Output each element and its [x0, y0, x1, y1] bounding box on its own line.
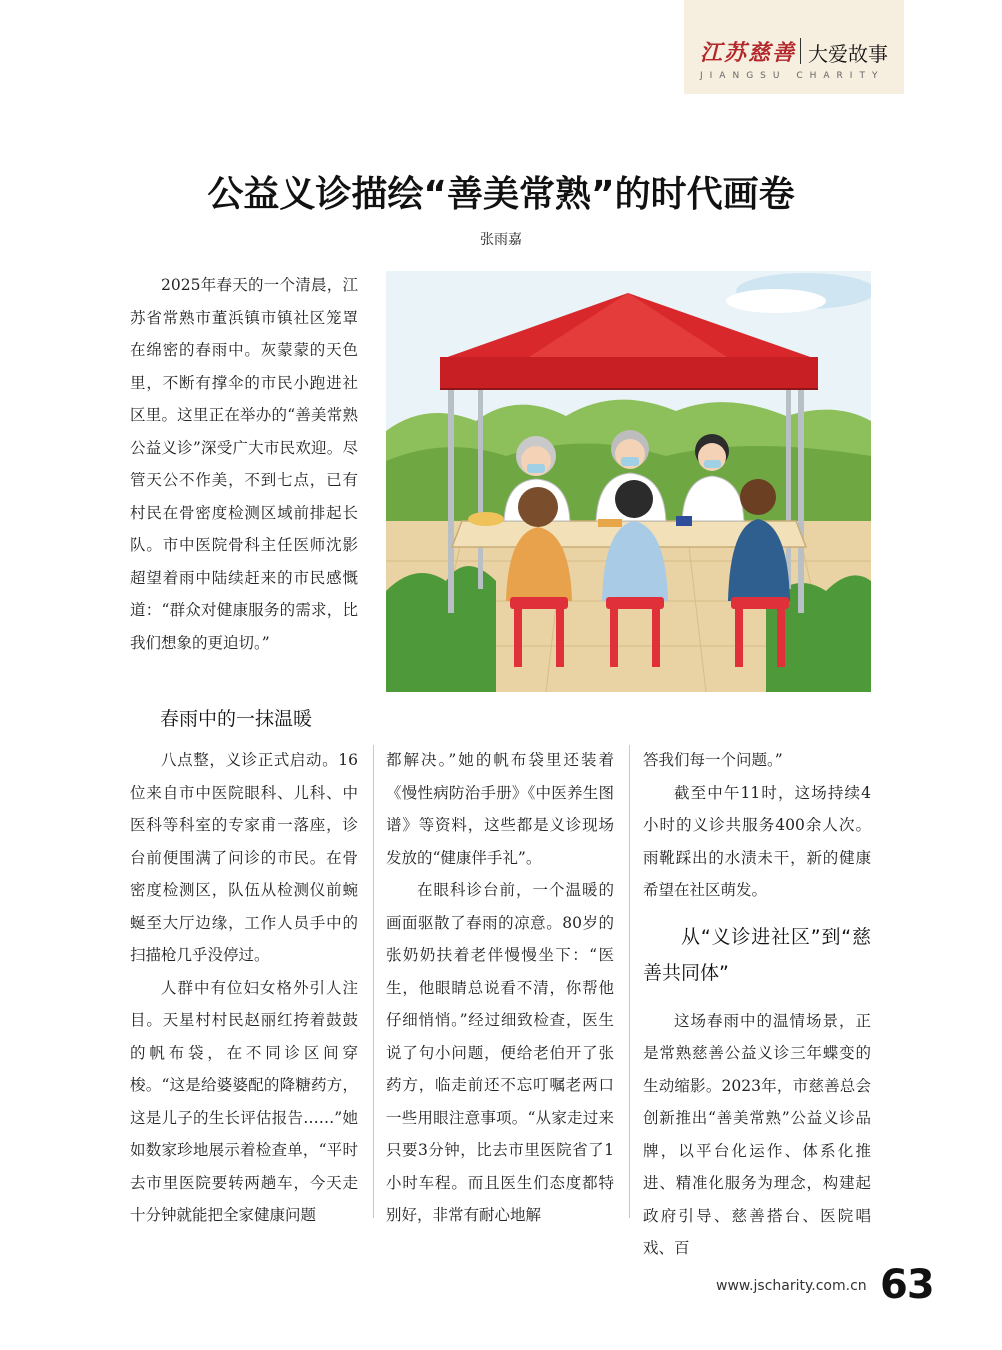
column-3 [643, 744, 871, 1265]
paragraph: 截至中午11时，这场持续4小时的义诊共服务400余人次。雨靴踩出的水渍未干，新的健康希望在社区萌发。 [643, 783, 871, 899]
column-divider [629, 745, 630, 1218]
article-title: 公益义诊描绘“善美常熟”的时代画卷 [207, 174, 795, 215]
column-2 [386, 744, 614, 1232]
intro-paragraph-block [130, 269, 358, 659]
paragraph-continued: 都解决。”她的帆布袋里还装着《慢性病防治手册》《中医养生图谱》等资料，这些都是义诊现场发放的“健康伴手礼”。 [386, 751, 614, 867]
paragraph: 人群中有位妇女格外引人注目。天星村村民赵丽红挎着鼓鼓的帆布袋，在不同诊区间穿梭。“这是给婆婆配的降糖药方，这是儿子的生长评估报告……”她如数家珍地展示着检查单，“平时去市里医院要转两趟车，今天走十分钟就能把全家健康问题 [130, 978, 358, 1224]
subheading-spring-rain: 春雨中的一抹温暖 [160, 708, 313, 730]
header-divider [800, 38, 801, 64]
page-number: 63 [880, 1262, 934, 1308]
paragraph: 八点整，义诊正式启动。16位来自市中医院眼科、儿科、中医科等科室的专家甫一落座，诊台前便围满了问诊的市民。在骨密度检测区，队伍从检测仪前蜿蜒至大厅边缘，工作人员手中的扫描枪几乎没停过。 [130, 751, 358, 964]
clinic-illustration [386, 271, 871, 692]
paragraph-continued: 答我们每一个问题。” [643, 751, 783, 769]
brand-english: JIANGSU CHARITY [700, 71, 885, 81]
paragraph: 在眼科诊台前，一个温暖的画面驱散了春雨的凉意。80岁的张奶奶扶着老伴慢慢坐下：“医生，他眼睛总说看不清，你帮他仔细悄悄。”经过细致检查，医生说了句小问题，便给老伯开了张药方，临走前还不忘叮嘱老两口一些用眼注意事项。“从家走过来只要3分钟，比去市里医院省了1小时车程。而且医生们态度都特别好，非常有耐心地解 [386, 881, 614, 1224]
brand-logo-text: 江苏慈善 [700, 40, 797, 66]
article-author: 张雨嘉 [480, 232, 522, 248]
column-divider [373, 745, 374, 1218]
subheading-community: 从“义诊进社区”到“慈善共同体” [643, 925, 871, 984]
website-url: www.jscharity.com.cn [716, 1278, 867, 1294]
intro-paragraph: 2025年春天的一个清晨，江苏省常熟市董浜镇市镇社区笼罩在绵密的春雨中。灰蒙蒙的天色里，不断有撑伞的市民小跑进社区里。这里正在举办的“善美常熟 公益义诊”深受广大市民欢迎。尽管天公不作美，不到七点，已有村民在骨密度检测区域前排起长队。市中医院骨科主任医师沈影超望着雨中陆续赶来的市民感慨道：“群众对健康服务的需求，比我们想象的更迫切。” [130, 276, 358, 652]
column-1 [130, 744, 358, 1232]
section-name: 大爱故事 [808, 42, 888, 66]
paragraph: 这场春雨中的温情场景，正是常熟慈善公益义诊三年蝶变的生动缩影。2023年，市慈善总会创新推出“善美常熟”公益义诊品牌，以平台化运作、体系化推进、精准化服务为理念，构建起政府引导、慈善搭台、医院唱戏、百 [643, 1011, 871, 1257]
